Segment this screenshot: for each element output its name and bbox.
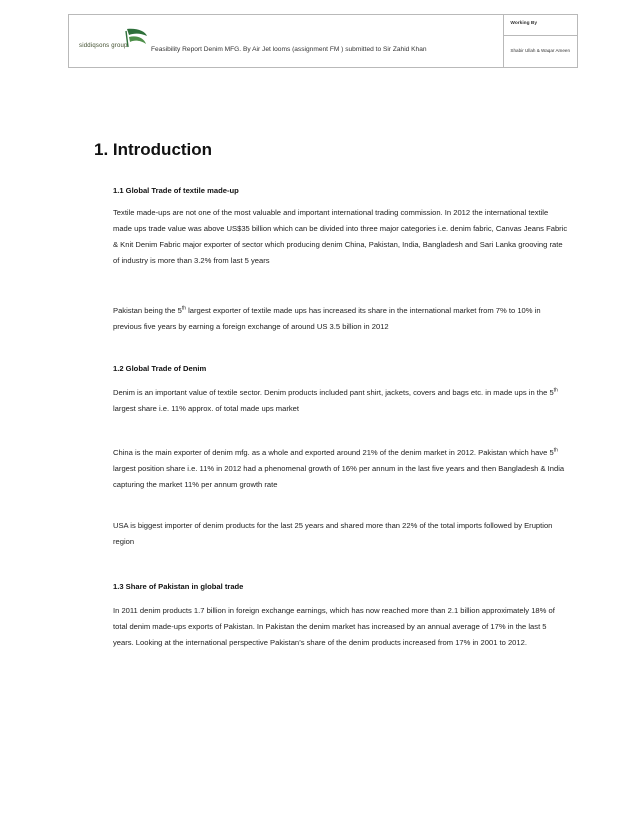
section-heading-1-1: 1.1 Global Trade of textile made-up bbox=[113, 186, 239, 195]
header-left-cell bbox=[69, 15, 504, 68]
header-right-top-cell bbox=[504, 15, 578, 36]
paragraph-text: largest share i.e. 11% approx. of total made ups market bbox=[113, 404, 300, 413]
section-heading-1-2: 1.2 Global Trade of Denim bbox=[113, 364, 207, 373]
paragraph-1-1-a: Textile made-ups are not one of the most valuable and important international trading commission. In 2012 the international textile made ups trade value was above US$35 billion which can be divided into three major categories i.e. denim fabric, Canvas Jeans Fabric & Knit Denim Fabric major exporter of sector which producing denim China, Pakistan, India, Bangladesh and Sari Lanka grooving rate of industry is more than 3.2% from last 5 years bbox=[113, 208, 568, 265]
paragraph-text: largest position share i.e. 11% in 2012 had a phenomenal growth of 16% per annum in the last five years and then Bangladesh & India capturing the market 11% per annum growth rate bbox=[113, 464, 565, 489]
paragraph-1-2-b bbox=[113, 445, 569, 493]
paragraph-text: Denim is an important value of textile sector. Denim products included pant shirt, jackets, covers and bags etc. in made ups in the 5 bbox=[113, 388, 554, 397]
paragraph-1-2-a bbox=[113, 385, 569, 417]
header-right-bottom-cell bbox=[504, 36, 578, 68]
page-header bbox=[68, 14, 578, 66]
authors-text: Shabir Ullah & Waqar Ameen bbox=[510, 48, 570, 53]
logo-text: siddiqsons group bbox=[79, 43, 128, 49]
working-by-label: Working By bbox=[510, 21, 537, 26]
paragraph-1-3-a: In 2011 denim products 1.7 billion in foreign exchange earnings, which has now reached more than 2.1 billion approximately 18% of total denim made-ups exports of Pakistan. In Pakistan the denim market has increased by an annual average of 17% in the last 5 years. Looking at the international perspective Pakistan’s share of the denim products increased from 17% in 2001 to 2012. bbox=[113, 606, 555, 647]
superscript: th bbox=[553, 387, 558, 394]
section-heading-1-3: 1.3 Share of Pakistan in global trade bbox=[113, 582, 244, 591]
paragraph-text: largest exporter of textile made ups has increased its share in the international market from 7% to 10% in previous five years by earning a foreign exchange of around US 3.5 billion in 2012 bbox=[113, 306, 541, 331]
superscript: th bbox=[181, 305, 186, 312]
superscript: th bbox=[553, 447, 558, 454]
paragraph-text: China is the main exporter of denim mfg. as a whole and exported around 21% of the denim market in 2012. Pakistan which have 5 bbox=[113, 448, 554, 457]
paragraph-1-1-b bbox=[113, 303, 569, 335]
paragraph-1-2-c: USA is biggest importer of denim products for the last 25 years and shared more than 22% of the total imports followed by Eruption region bbox=[113, 521, 553, 546]
paragraph-text: Pakistan being the 5 bbox=[113, 306, 182, 315]
header-table bbox=[68, 14, 578, 68]
page-title: 1. Introduction bbox=[94, 140, 213, 159]
report-title: Feasibility Report Denim MFG. By Air Jet looms (assignment FM ) submitted to Sir Zahid Khan bbox=[151, 46, 427, 53]
